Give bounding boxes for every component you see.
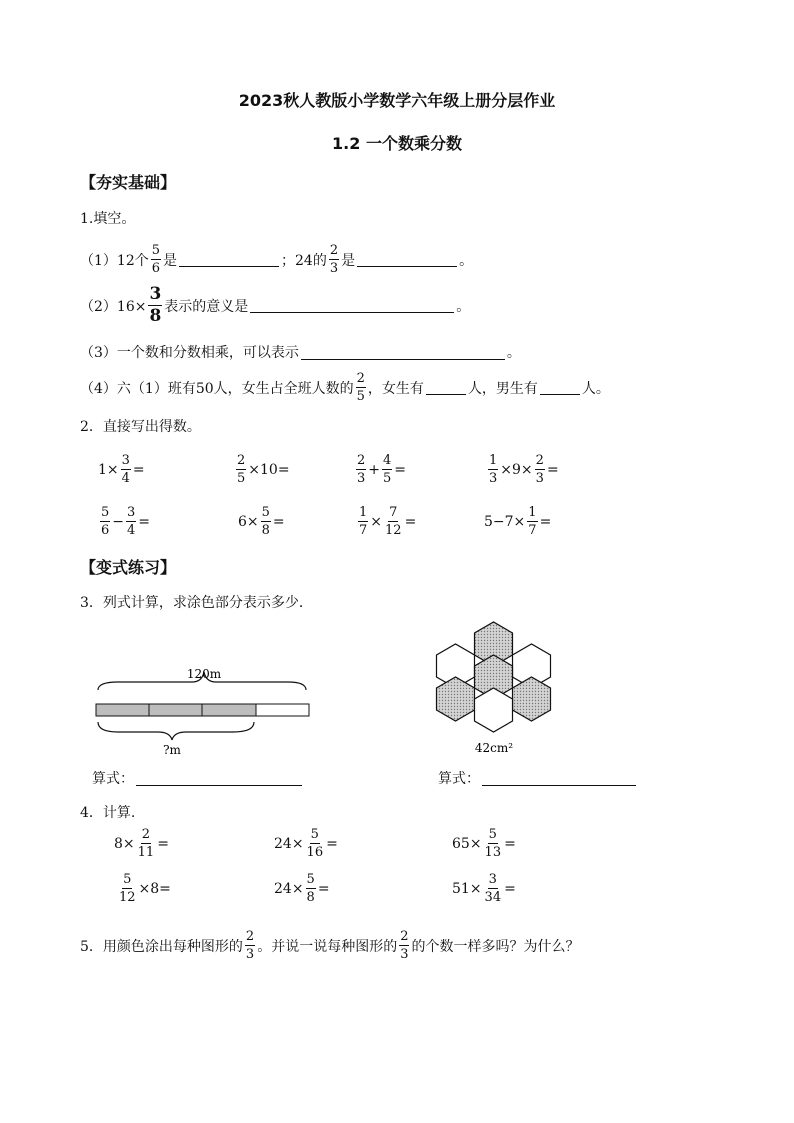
fraction: [356, 454, 366, 485]
q5-text-b: 。并说一说每种图形的: [257, 938, 398, 955]
expr-text: =: [132, 461, 145, 478]
q1p4-text-a: （4）六（1）班有50人，女生占全班人数的: [80, 380, 354, 397]
q1p1-text-e: 。: [459, 252, 474, 269]
numerator: 5: [151, 243, 161, 258]
question-5: [80, 930, 579, 961]
question-1-part-3: [80, 342, 521, 362]
denominator: 7: [528, 523, 537, 538]
question-3-title: 3．列式计算，求涂色部分表示多少．: [80, 595, 313, 611]
numerator: 5: [101, 505, 110, 520]
expr-text: 24×: [274, 880, 304, 897]
fraction: [384, 506, 403, 537]
numerator: 1: [359, 505, 368, 520]
expr-text: =: [539, 513, 552, 530]
numerator: 3: [149, 284, 162, 304]
numerator: 3: [121, 453, 130, 468]
hexagon-formula-line: [438, 768, 638, 788]
shaded-segments: [96, 704, 256, 716]
answer-blank[interactable]: [482, 771, 636, 786]
section-variation-heading: 【变式练习】: [80, 558, 177, 577]
q2-expression-7: [356, 506, 416, 537]
expr-text: =: [138, 513, 151, 530]
denominator: 5: [383, 471, 392, 486]
denominator: 6: [101, 523, 110, 538]
denominator: 8: [261, 523, 270, 538]
numerator: 3: [488, 872, 497, 887]
fraction: [118, 873, 137, 904]
expr-text: 24×: [274, 835, 304, 852]
fraction: [484, 873, 503, 904]
hexagon-area-label: 42cm²: [474, 741, 514, 755]
q2-expression-2: [234, 454, 290, 485]
q2-expression-3: [354, 454, 406, 485]
numerator: 1: [489, 453, 498, 468]
worksheet-title: 2023秋人教版小学数学六年级上册分层作业: [238, 91, 556, 110]
denominator: 5: [237, 471, 246, 486]
expr-text: =: [404, 513, 417, 530]
numerator: 5: [261, 505, 270, 520]
expr-text: ×10=: [248, 461, 290, 478]
answer-blank[interactable]: [250, 298, 454, 313]
fraction-two-thirds: [399, 930, 409, 961]
q2-expression-5: [98, 506, 150, 537]
fraction: [535, 454, 545, 485]
fraction: [126, 506, 136, 537]
expr-operator: +: [368, 461, 381, 478]
question-1-title: 1.填空。: [80, 211, 136, 227]
answer-blank[interactable]: [540, 380, 580, 395]
question-1-part-2: [80, 286, 470, 325]
numerator: 3: [127, 505, 136, 520]
q1p1-text-b: 是: [163, 252, 178, 269]
numerator: 2: [245, 929, 255, 944]
expr-operator: ×9×: [500, 461, 533, 478]
hexagon-diagram: [432, 618, 562, 758]
numerator: 1: [528, 505, 537, 520]
segment-bar-diagram: [88, 660, 318, 760]
answer-blank[interactable]: [426, 380, 466, 395]
q1p1-text-c: ；24的: [281, 252, 327, 269]
question-1-part-4: [80, 372, 610, 403]
formula-label: 算式：: [438, 771, 480, 787]
unshaded-segment: [256, 704, 309, 716]
q1p2-text-a: （2）16×: [80, 298, 147, 315]
denominator: 3: [489, 471, 498, 486]
numerator: 5: [123, 872, 132, 887]
expr-text: 6×: [238, 513, 259, 530]
bar-top-label: 120m: [186, 667, 222, 681]
lesson-subtitle: 1.2 一个数乘分数: [332, 134, 462, 153]
hexagon-plain: [475, 688, 513, 732]
q4-expression-2: [274, 828, 338, 859]
q5-text-c: 的个数一样多吗？为什么？: [411, 938, 580, 955]
hexagon-shaded: [513, 677, 551, 721]
answer-blank[interactable]: [301, 345, 505, 360]
q2-expression-4: [486, 454, 559, 485]
numerator: 2: [237, 453, 246, 468]
expr-text: =: [394, 461, 407, 478]
numerator: 2: [400, 929, 409, 944]
fraction: [306, 873, 316, 904]
q2-expression-8: [484, 506, 551, 537]
expr-text: 5−7×: [484, 513, 526, 530]
fraction: [100, 506, 110, 537]
fraction: [488, 454, 498, 485]
expr-text: =: [326, 835, 338, 852]
q1p4-text-c: 人，男生有: [467, 380, 538, 397]
denominator: 34: [484, 890, 502, 905]
numerator: 5: [310, 827, 319, 842]
q4-expression-6: [452, 873, 516, 904]
denominator: 12: [119, 890, 136, 905]
question-1-part-1: [80, 244, 473, 275]
fraction: [137, 828, 156, 859]
fraction: [527, 506, 537, 537]
question-4-title: 4．计算.: [80, 805, 136, 821]
expr-text: =: [157, 835, 169, 852]
denominator: 3: [329, 261, 339, 276]
q1p4-text-b: ，女生有: [367, 380, 424, 397]
expr-text: =: [317, 880, 330, 897]
answer-blank[interactable]: [179, 252, 279, 267]
numerator: 2: [329, 243, 339, 258]
hexagon-shaded: [437, 677, 475, 721]
denominator: 4: [121, 471, 130, 486]
expr-text: =: [272, 513, 285, 530]
bar-bottom-label: ?m: [163, 743, 181, 757]
numerator: 2: [357, 453, 366, 468]
expr-text: =: [504, 835, 516, 852]
denominator: 4: [127, 523, 136, 538]
numerator: 2: [141, 827, 151, 842]
q4-expression-1: [114, 828, 169, 859]
q5-text-a: 5．用颜色涂出每种图形的: [80, 938, 243, 955]
denominator: 16: [306, 845, 324, 860]
expr-text: 8×: [114, 835, 135, 852]
q1p4-text-d: 人。: [581, 380, 610, 397]
answer-blank[interactable]: [136, 771, 302, 786]
numerator: 4: [383, 453, 392, 468]
expr-text: 1×: [98, 461, 119, 478]
fraction-two-fifths: [356, 372, 366, 403]
fraction-two-thirds: [329, 244, 339, 275]
numerator: 5: [488, 827, 497, 842]
answer-blank[interactable]: [357, 252, 457, 267]
fraction: [306, 828, 325, 859]
q2-expression-1: [98, 454, 145, 485]
fraction: [358, 506, 368, 537]
denominator: 8: [306, 890, 315, 905]
bottom-brace: [98, 722, 254, 740]
fraction-two-thirds: [245, 930, 255, 961]
numerator: 7: [389, 505, 398, 520]
q1p1-text-d: 是: [341, 252, 356, 269]
q4-expression-5: [274, 873, 330, 904]
expr-text: 65×: [452, 835, 482, 852]
fraction: [236, 454, 246, 485]
expr-text: 51×: [452, 880, 482, 897]
question-2-title: 2．直接写出得数。: [80, 419, 201, 435]
numerator: 2: [356, 371, 365, 386]
numerator: 5: [306, 872, 315, 887]
q1p1-text-a: （1）12个: [80, 252, 149, 269]
fraction: [121, 454, 131, 485]
q4-expression-4: [116, 873, 171, 904]
denominator: 5: [356, 389, 365, 404]
denominator: 3: [245, 947, 255, 962]
expr-text: ×8=: [138, 880, 171, 897]
section-basic-heading: 【夯实基础】: [80, 173, 177, 192]
fraction: [484, 828, 503, 859]
denominator: 12: [385, 523, 402, 538]
fraction: [382, 454, 392, 485]
expr-text: =: [504, 880, 516, 897]
expr-operator: −: [112, 513, 125, 530]
denominator: 8: [149, 306, 162, 326]
formula-label: 算式：: [92, 771, 134, 787]
expr-text: =: [546, 461, 559, 478]
fraction: [261, 506, 271, 537]
q2-expression-6: [238, 506, 285, 537]
denominator: 6: [151, 261, 161, 276]
denominator: 11: [137, 845, 155, 860]
q1p3-text-a: （3）一个数和分数相乘，可以表示: [80, 345, 299, 361]
numerator: 2: [535, 453, 544, 468]
fraction-five-sixths: [151, 244, 161, 275]
fraction-three-eighths: [148, 286, 162, 325]
denominator: 13: [484, 845, 502, 860]
q4-expression-3: [452, 828, 516, 859]
expr-operator: ×: [370, 513, 383, 530]
q1p2-text-b: 表示的意义是: [164, 298, 249, 315]
q1p3-text-b: 。: [506, 345, 521, 361]
bar-formula-line: [92, 768, 304, 788]
q1p2-text-c: 。: [456, 298, 471, 315]
denominator: 3: [357, 471, 366, 486]
denominator: 7: [359, 523, 368, 538]
denominator: 3: [400, 947, 409, 962]
denominator: 3: [535, 471, 544, 486]
